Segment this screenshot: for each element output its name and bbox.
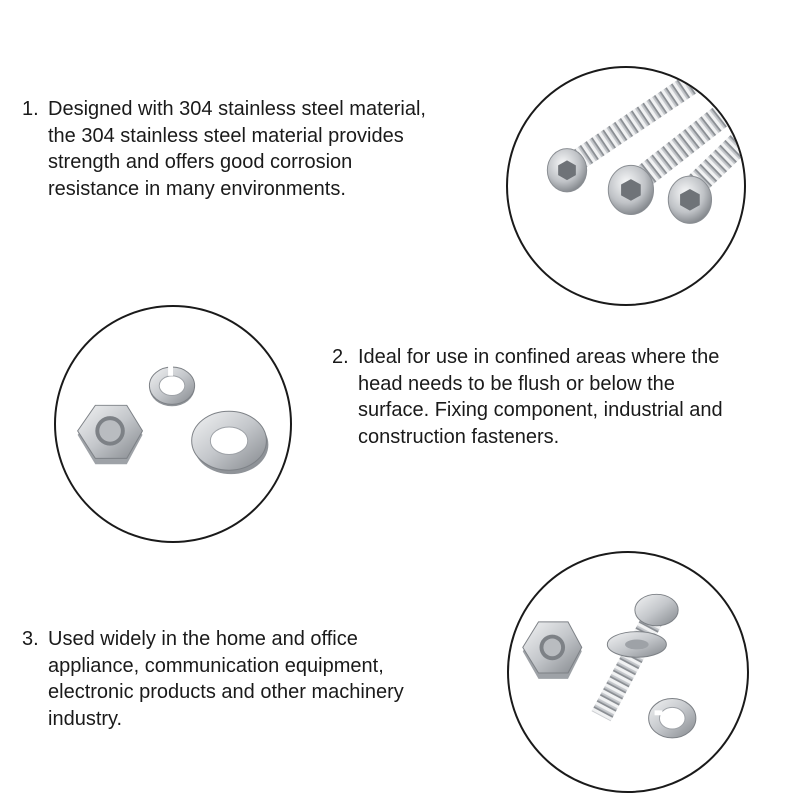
nut-washers-image bbox=[54, 305, 292, 543]
feature-3-number: 3. bbox=[22, 628, 39, 650]
hex-nut-spring-washer-flat-washer-icon bbox=[56, 307, 290, 541]
feature-1-number: 1. bbox=[22, 98, 39, 120]
feature-2-text: Ideal for use in confined areas where the head needs to be flush or below the surface. Fixing component, industrial and construction fasteners. bbox=[358, 346, 723, 448]
assembled-screw-nut-washers-icon bbox=[509, 553, 747, 791]
screws-image bbox=[506, 66, 746, 306]
feature-1 bbox=[22, 96, 492, 202]
feature-2-number: 2. bbox=[332, 346, 349, 368]
feature-1-text: Designed with 304 stainless steel material, the 304 stainless steel material provides strength and offers good corrosion resistance in many environments. bbox=[48, 98, 426, 200]
button-head-hex-socket-screws-icon bbox=[508, 68, 744, 304]
feature-2 bbox=[332, 344, 782, 450]
feature-3 bbox=[22, 626, 492, 732]
feature-3-text: Used widely in the home and office appliance, communication equipment, electronic products and other machinery industry. bbox=[48, 628, 404, 730]
assembly-image bbox=[507, 551, 749, 793]
